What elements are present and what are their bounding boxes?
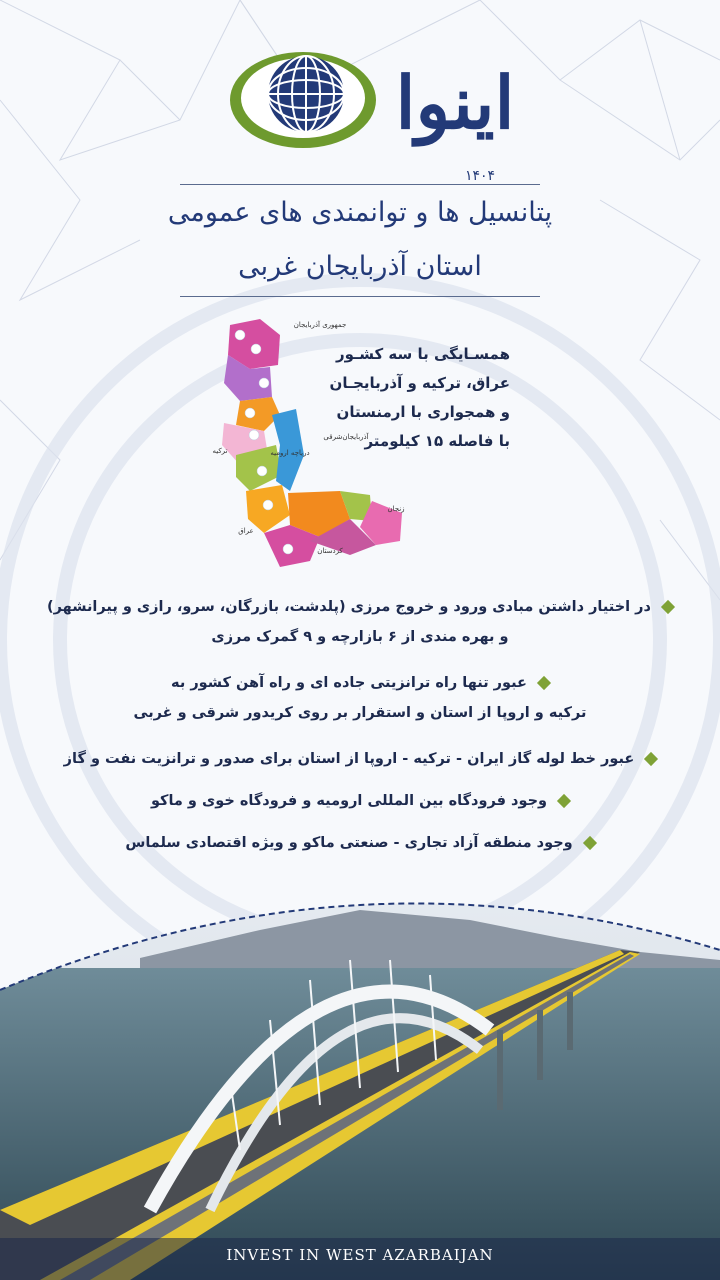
list-item	[40, 744, 680, 774]
footer-tagline: INVEST IN WEST AZARBAIJAN	[226, 1246, 494, 1264]
bullet-diamond-icon	[537, 676, 551, 690]
feature-text: عبور تنها راه ترانزیتی جاده ای و راه آهن کشور به	[171, 675, 527, 691]
neighbors-line: عراق، ترکیه و آذربایجـان	[329, 374, 510, 392]
feature-text: وجود فرودگاه بین المللی ارومیه و فرودگاه خوی و ماکو	[150, 793, 548, 809]
header-top-rule	[180, 184, 540, 185]
map-label-lake: دریاچه ارومیه	[270, 449, 310, 457]
neighbors-line: و همجواری با ارمنستان	[336, 403, 510, 421]
bridge-photo	[0, 880, 720, 1280]
map-label-zanjan: زنجان	[387, 505, 405, 513]
list-item	[40, 592, 680, 652]
feature-text: و بهره مندی از ۶ بازارچه و ۹ گمرک مرزی	[211, 629, 509, 645]
map-region-north-3	[236, 397, 280, 431]
feature-text: عبور خط لوله گاز ایران - ترکیه - اروپا از استان برای صدور و ترانزیت نفت و گاز	[63, 751, 635, 767]
brand-name: اینوا	[395, 60, 515, 145]
feature-text: در اختیار داشتن مبادی ورود و خروج مرزی (پلدشت، بازرگان، سرو، رازی و پیرانشهر)	[47, 599, 651, 615]
page-subtitle: استان آذربایجان غربی	[238, 251, 482, 282]
globe-leaf-icon	[228, 50, 378, 150]
bullet-diamond-icon	[583, 836, 597, 850]
year-label: ۱۴۰۴	[445, 168, 515, 184]
neighbors-line: با فاصله ۱۵ کیلومتر	[364, 432, 510, 450]
header-bottom-rule	[180, 296, 540, 297]
map-label-kurdistan: کردستان	[317, 547, 343, 555]
neighbors-line: همسـایگی با سه کشـور	[336, 345, 510, 363]
neighbors-text	[330, 340, 510, 456]
list-item	[100, 786, 620, 816]
bullet-diamond-icon	[557, 794, 571, 808]
list-item	[100, 828, 620, 858]
list-item	[100, 668, 620, 728]
map-label-turkey: ترکیه	[212, 447, 228, 455]
bullet-diamond-icon	[644, 752, 658, 766]
feature-text: ترکیه و اروپا از استان و استقرار بر روی کریدور شرقی و غربی	[133, 705, 587, 721]
page-title: پتانسیل ها و توانمندی های عمومی	[167, 197, 553, 228]
map-label-east-azarbaijan: آذربایجان‌شرقی	[323, 433, 369, 441]
map-label-iraq: عراق	[238, 527, 254, 535]
map-label-azerbaijan: جمهوری آذربایجان	[293, 321, 347, 329]
feature-text: وجود منطقه آزاد تجاری - صنعتی ماکو و ویژه اقتصادی سلماس	[125, 835, 573, 851]
bullet-diamond-icon	[661, 600, 675, 614]
